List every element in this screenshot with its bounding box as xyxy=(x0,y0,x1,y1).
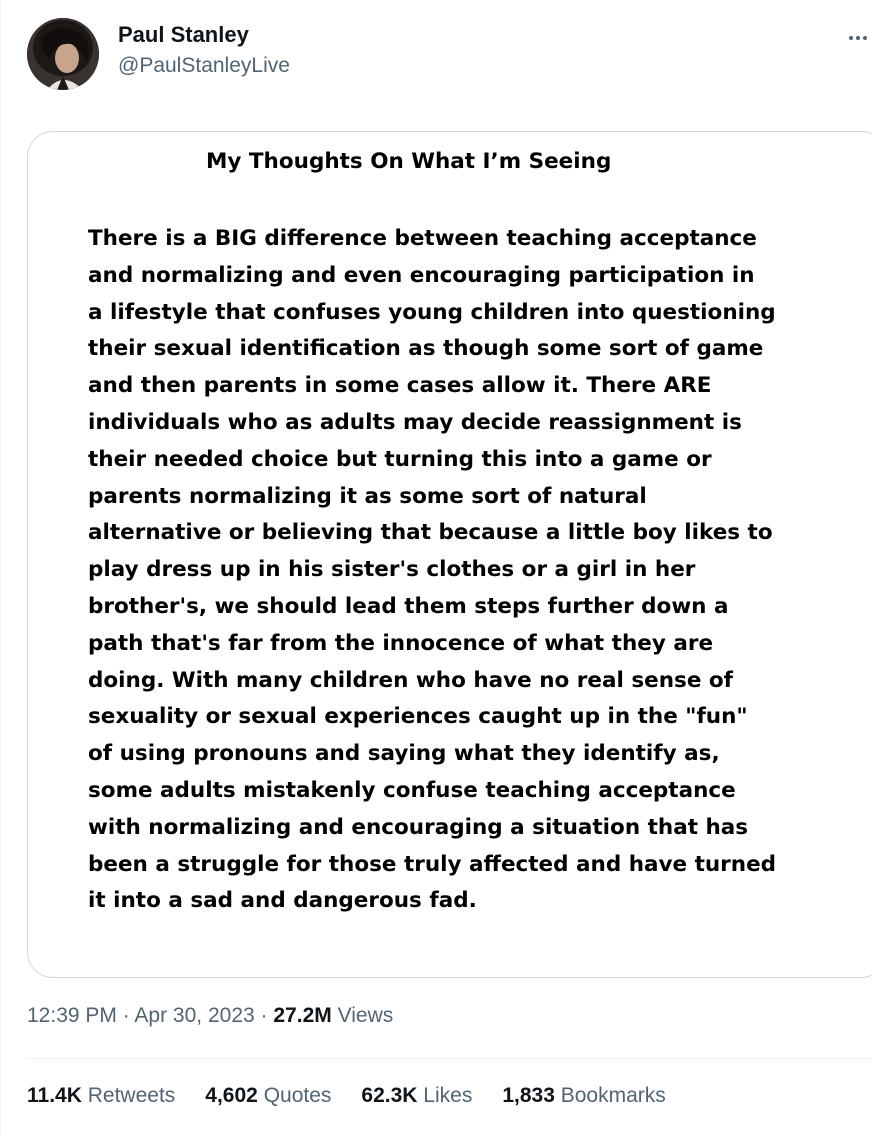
bookmarks-stat[interactable] xyxy=(502,1084,665,1108)
meta-separator: · xyxy=(122,1004,130,1027)
more-horizontal-icon xyxy=(849,36,853,40)
more-dot xyxy=(863,36,867,40)
avatar[interactable] xyxy=(27,18,99,90)
note-line: some adults mistakenly confuse teaching acceptance xyxy=(88,777,736,803)
note-line: individuals who as adults may decide reassignment is xyxy=(88,409,742,435)
note-line: sexuality or sexual experiences caught up in the "fun" xyxy=(88,704,748,730)
tweet-time[interactable]: 12:39 PM xyxy=(27,1004,117,1027)
stat-count: 4,602 xyxy=(205,1084,258,1107)
engagement-stats xyxy=(27,1084,696,1108)
note-line: their needed choice but turning this into a game or xyxy=(88,446,712,472)
note-line: doing. With many children who have no real sense of xyxy=(88,667,734,693)
stat-label: Retweets xyxy=(87,1084,176,1107)
tweet-views[interactable] xyxy=(273,1004,393,1027)
note-line: and normalizing and even encouraging participation in xyxy=(88,262,755,288)
views-label: Views xyxy=(337,1004,394,1027)
divider xyxy=(27,1058,872,1059)
note-line: alternative or believing that because a little boy likes to xyxy=(88,520,773,546)
note-line: and then parents in some cases allow it. There ARE xyxy=(88,373,712,399)
note-line: of using pronouns and saying what they identify as, xyxy=(88,741,720,767)
note-body xyxy=(88,221,858,920)
note-line: their sexual identification as though some sort of game xyxy=(88,336,764,362)
tweet-date[interactable]: Apr 30, 2023 xyxy=(134,1004,255,1027)
retweets-stat[interactable] xyxy=(27,1084,175,1108)
note-line: a lifestyle that confuses young children into questioning xyxy=(88,299,776,325)
timeline-border xyxy=(0,0,1,1136)
stat-label: Quotes xyxy=(263,1084,332,1107)
stat-count: 62.3K xyxy=(361,1084,418,1107)
note-title: My Thoughts On What I’m Seeing xyxy=(206,149,612,174)
note-line: with normalizing and encouraging a situation that has xyxy=(88,814,749,840)
likes-stat[interactable] xyxy=(361,1084,472,1108)
stat-label: Bookmarks xyxy=(560,1084,666,1107)
note-line: play dress up in his sister's clothes or a girl in her xyxy=(88,557,696,583)
views-count: 27.2M xyxy=(273,1004,332,1027)
tweet-meta xyxy=(27,1004,393,1028)
note-line: it into a sad and dangerous fad. xyxy=(88,888,477,914)
meta-separator: · xyxy=(260,1004,268,1027)
note-line: been a struggle for those truly affected and have turned xyxy=(88,851,777,877)
note-line: path that's far from the innocence of what they are xyxy=(88,630,714,656)
stat-count: 11.4K xyxy=(27,1084,82,1107)
note-line: There is a BIG difference between teaching acceptance xyxy=(88,226,757,251)
avatar-photo xyxy=(27,18,99,90)
stat-label: Likes xyxy=(423,1084,473,1107)
tweet-image[interactable] xyxy=(27,131,872,978)
quotes-stat[interactable] xyxy=(205,1084,331,1108)
more-dot xyxy=(856,36,860,40)
more-options-button[interactable] xyxy=(843,26,872,50)
note-line: parents normalizing it as some sort of natural xyxy=(88,483,647,509)
stat-count: 1,833 xyxy=(502,1084,555,1107)
author-handle[interactable]: @PaulStanleyLive xyxy=(118,54,290,77)
author-display-name[interactable]: Paul Stanley xyxy=(118,22,249,47)
note-line: brother's, we should lead them steps further down a xyxy=(88,593,729,619)
